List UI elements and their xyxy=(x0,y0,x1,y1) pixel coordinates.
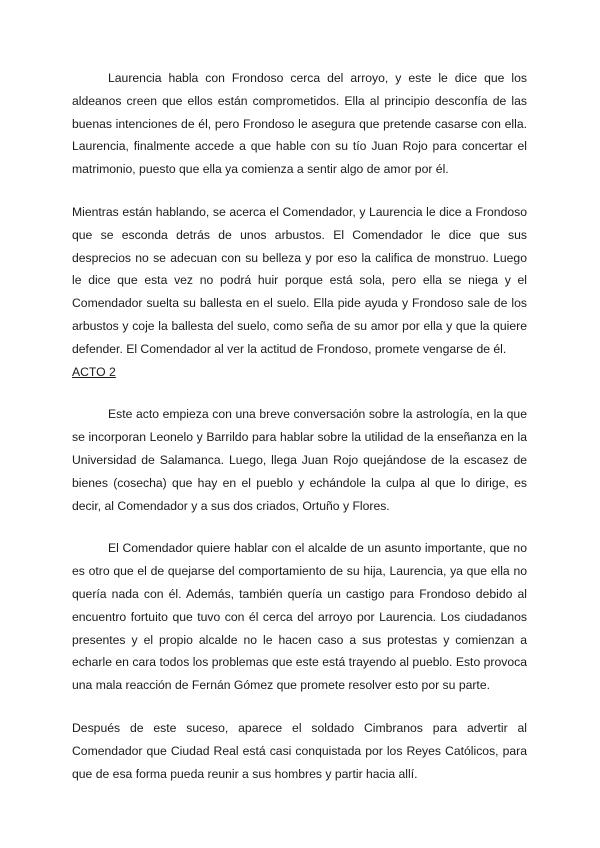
document-page xyxy=(72,67,527,785)
paragraph-laurencia-frondoso: Laurencia habla con Frondoso cerca del arroyo, y este le dice que los aldeanos creen que ellos están comprometidos. Ella al principio desconfía de las buenas intenciones de él, pero Frondoso le asegura que pretende casarse con ella. Laurencia, finalmente accede a que hable con su tío Juan Rojo para concertar el matrimonio, puesto que ella ya comienza a sentir algo de amor por él. xyxy=(72,71,527,177)
paragraph-cimbranos: Después de este suceso, aparece el soldado Cimbranos para advertir al Comendador que Ciudad Real está casi conquistada por los Reyes Católicos, para que de esa forma pueda reunir a sus hombres y partir hacia allí. xyxy=(72,720,527,781)
paragraph-comendador-arrives: Mientras están hablando, se acerca el Comendador, y Laurencia le dice a Frondoso que se esconda detrás de unos arbustos. El Comendador le dice que sus desprecios no se adecuan con su belleza y por eso la califica de monstruo. Luego le dice que esta vez no podrá huir porque está sola, pero ella se niega y el Comendador suelta su ballesta en el suelo. Ella pide ayuda y Frondoso sale de los arbustos y coje la ballesta del suelo, como seña de su amor por ella y que la quiere defender. El Comendador al ver la actitud de Frondoso, promete vengarse de él. xyxy=(72,204,527,356)
paragraph-astrologia: Este acto empieza con una breve conversación sobre la astrología, en la que se incorporan Leonelo y Barrildo para hablar sobre la utilidad de la enseñanza en la Universidad de Salamanca. Luego, llega Juan Rojo quejándose de la escasez de bienes (cosecha) que hay en el pueblo y echándole la culpa al que lo dirige, es decir, al Comendador y a sus dos criados, Ortuño y Flores. xyxy=(72,407,527,513)
paragraph-alcalde: El Comendador quiere hablar con el alcalde de un asunto importante, que no es otro que el de quejarse del comportamiento de su hija, Laurencia, ya que ella no quería nada con él. Además, también quería un castigo para Frondoso debido al encuentro fortuito que tuvo con él cerca del arroyo por Laurencia. Los ciudadanos presentes y el propio alcalde no le hacen caso a sus protestas y comienzan a echarle en cara todos los problemas que este está trayendo al pueblo. Esto provoca una mala reacción de Fernán Gómez que promete resolver esto por su parte. xyxy=(72,541,527,693)
section-heading-acto-2: ACTO 2 xyxy=(72,364,116,379)
